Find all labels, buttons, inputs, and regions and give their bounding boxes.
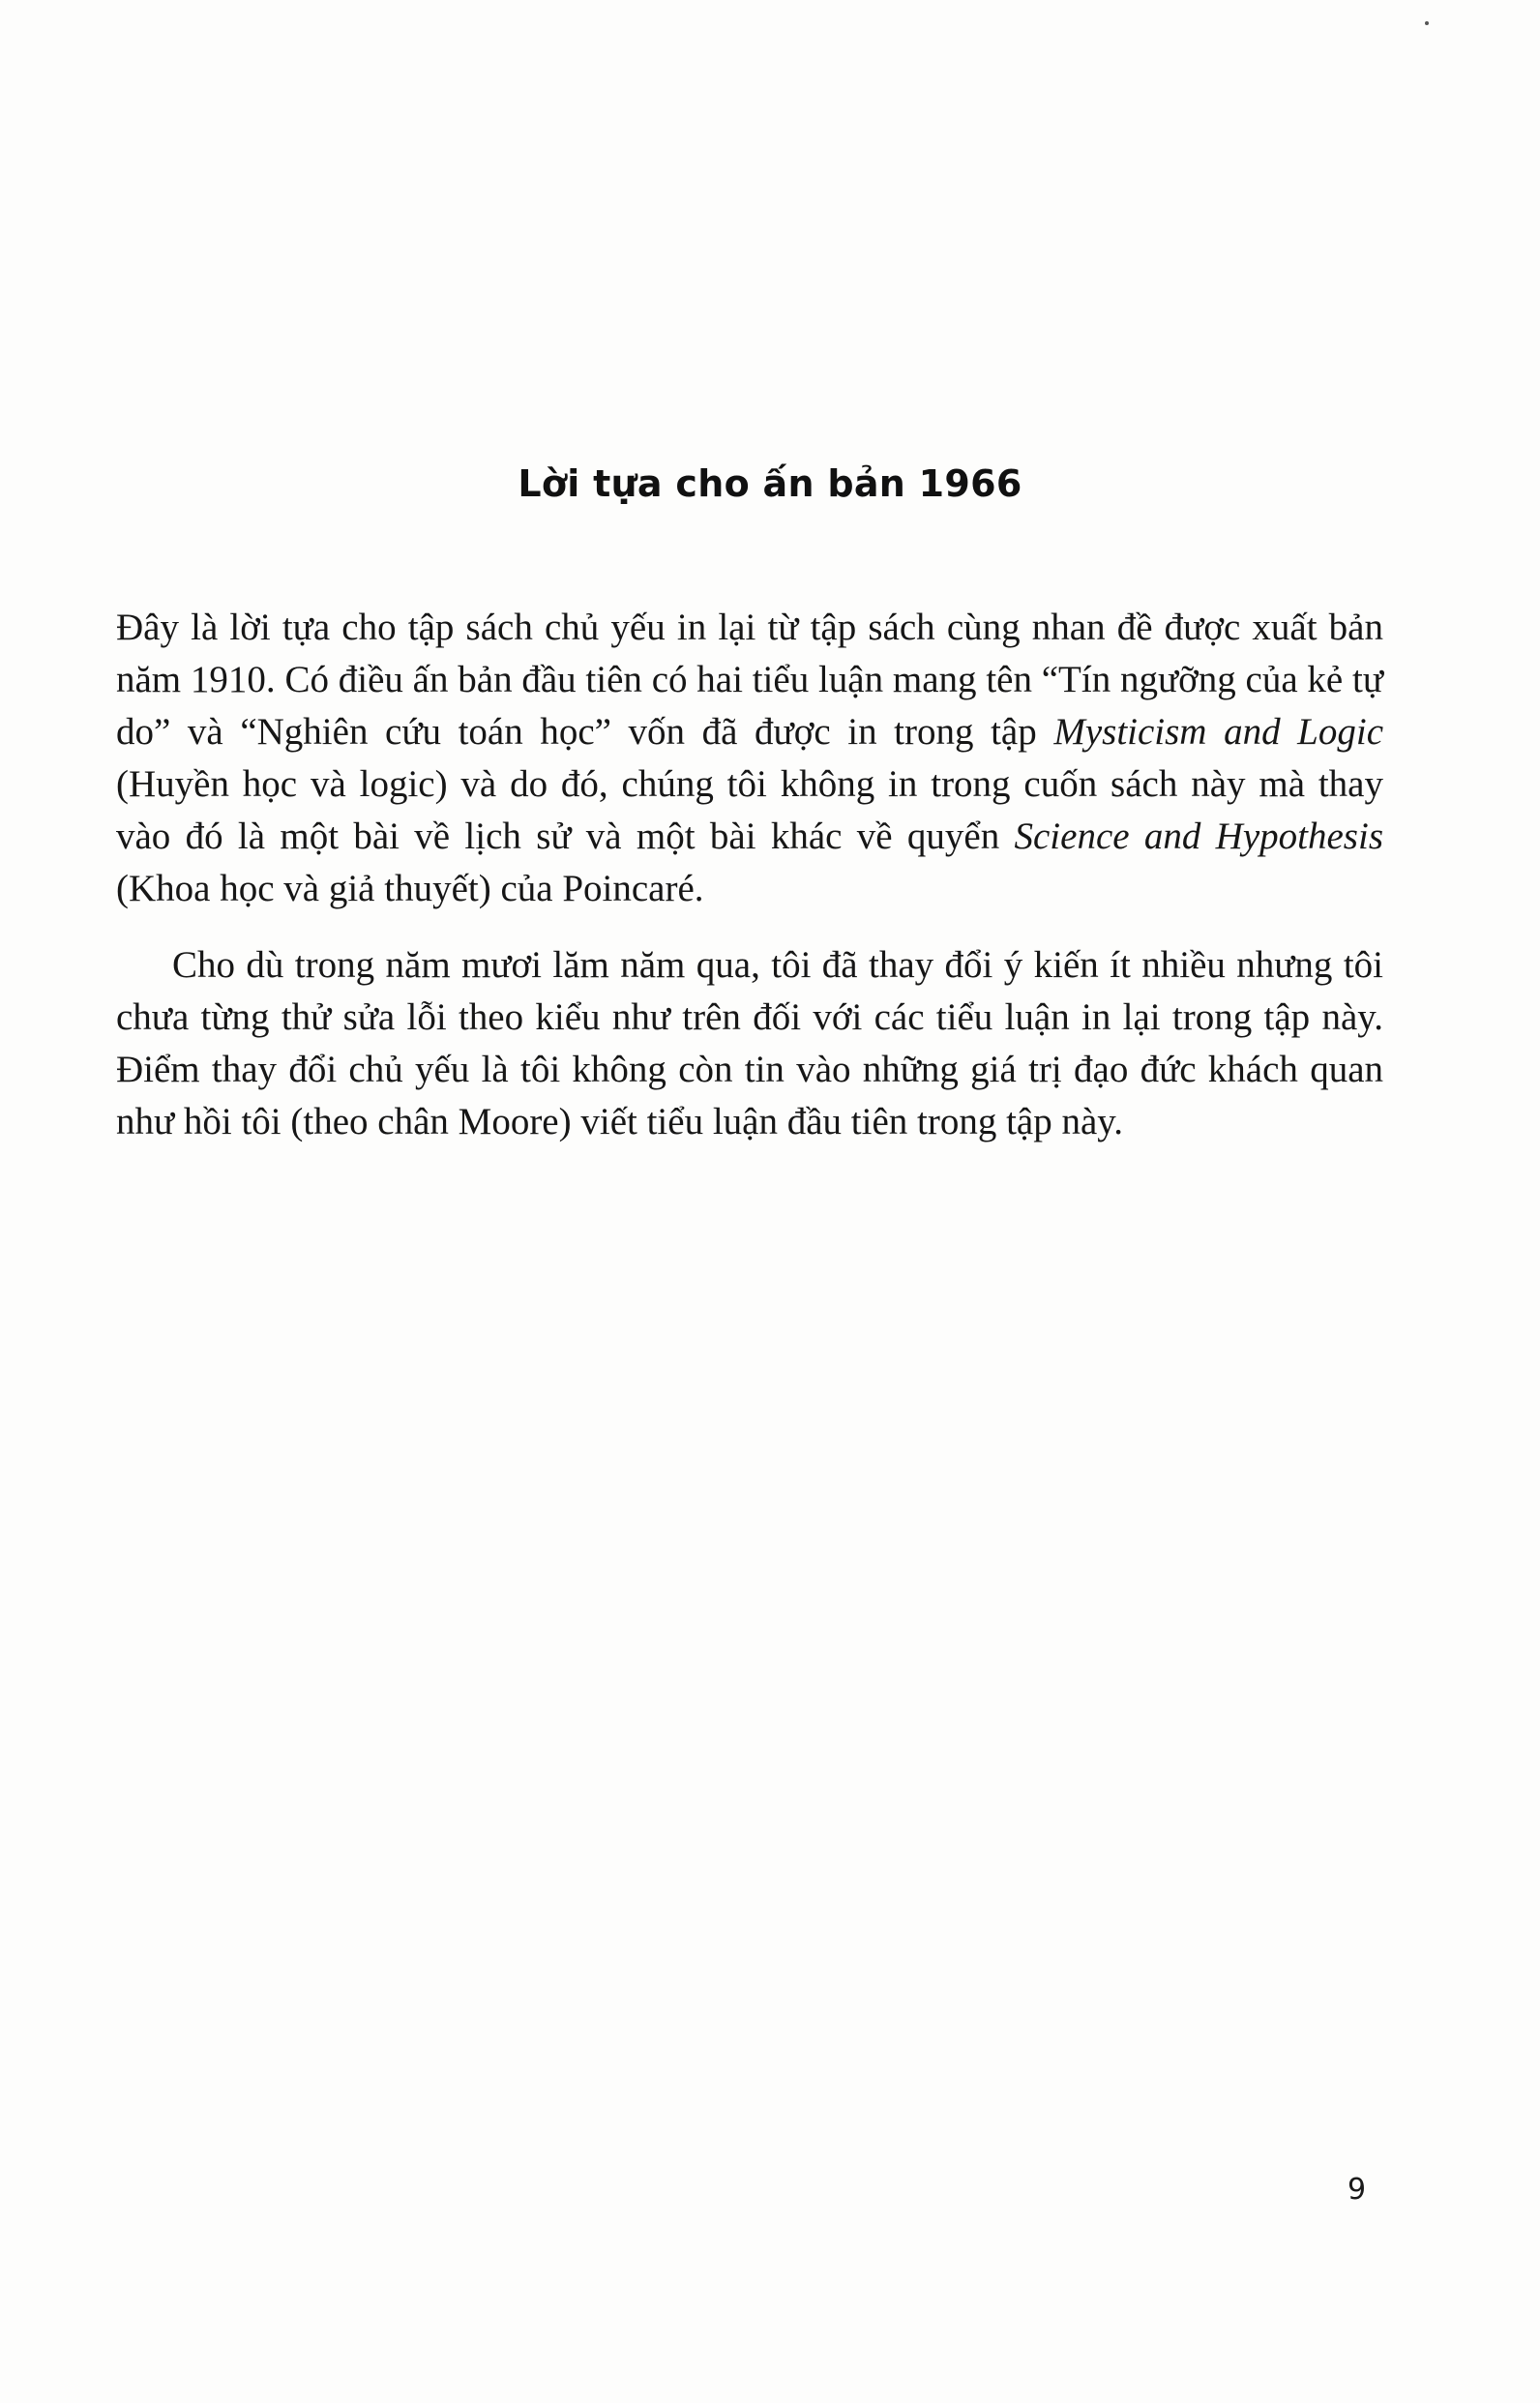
paragraph-1-text-c: (Khoa học và giả thuyết) của Poincaré. <box>116 868 704 909</box>
page-title: Lời tựa cho ấn bản 1966 <box>518 462 1022 505</box>
book-title-mysticism-and-logic: Mysticism and Logic <box>1053 711 1384 753</box>
paragraph-1 <box>116 602 1383 915</box>
speck-mark <box>1425 21 1429 25</box>
paragraph-1-text-b: (Huyền học và logic) và do đó, chúng tôi không in trong cuốn sách này mà thay vào đó là một bài về lịch sử và một bài khác về quyển <box>116 763 1383 857</box>
paragraph-2: Cho dù trong năm mươi lăm năm qua, tôi đã thay đổi ý kiến ít nhiều nhưng tôi chưa từng thử sửa lỗi theo kiểu như trên đối với các tiểu luận in lại trong tập này. Điểm thay đổi chủ yếu là tôi không còn tin vào những giá trị đạo đức khách quan như hồi tôi (theo chân Moore) viết tiểu luận đầu tiên trong tập này. <box>116 944 1383 1142</box>
book-title-science-and-hypothesis: Science and Hypothesis <box>1014 816 1383 857</box>
page-number: 9 <box>1348 2173 1367 2207</box>
paragraph-1-text-a: Đây là lời tựa cho tập sách chủ yếu in lại từ tập sách cùng nhan đề được xuất bản năm 1910. Có điều ấn bản đầu tiên có hai tiểu luận mang tên “Tín ngưỡng của kẻ tự do” và “Nghiên cứu toán học” vốn đã được in trong tập <box>116 607 1383 753</box>
body-text <box>116 602 1383 1148</box>
